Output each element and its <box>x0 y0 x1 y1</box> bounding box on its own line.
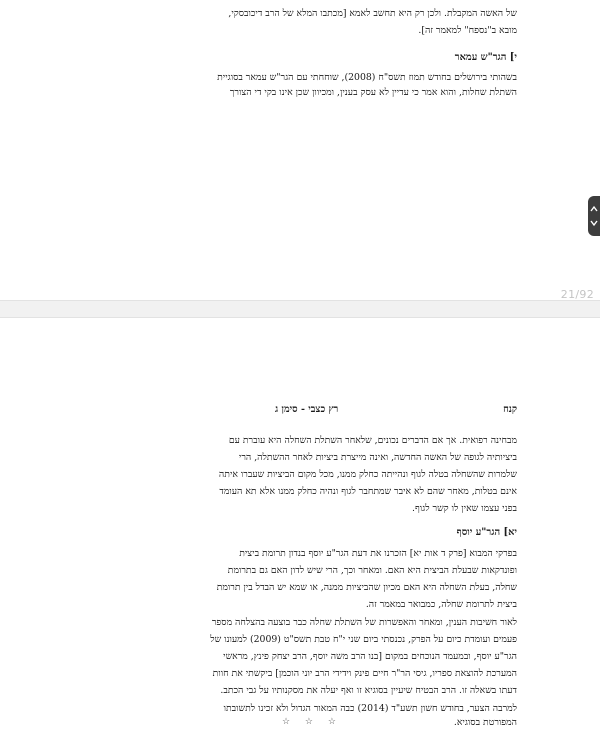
text-line: שלמרות שהשחלה בטלה לגוף ונהייתה כחלק ממנו, מכל מקום הביציות שעברו איתה <box>218 469 517 480</box>
chevron-down-icon <box>590 219 598 227</box>
section-heading: י] הגר"ש עמאר <box>454 52 517 63</box>
page-counter: 21/92 <box>560 288 594 301</box>
text-line: מובא ב"נספח" למאמר זה]. <box>418 25 517 36</box>
text-line: בפני עצמו שאין לו קשר לגוף. <box>412 503 517 514</box>
text-line: המערכת להוצאת ספריו, גיסי הר"ר חיים פינק וידידי הרב יוני הוכמן] ביקשתי את חוות <box>212 668 517 679</box>
running-title: רץ כצבי - סימן ג <box>275 404 339 415</box>
document-page-previous <box>0 0 600 300</box>
section-separator: ☆ ☆ ☆ <box>282 717 342 727</box>
page-number: קנח <box>503 404 517 415</box>
chevron-up-icon <box>590 205 598 213</box>
text-line: דעתו בשאלה זו. הרב הבטיח שיעיין בסוגיא זו ואף יעלה את מסקנותיו על גבי הכתב. <box>220 685 517 696</box>
text-line: ביציותיה לגופה של האשה החדשה, ואינה מייצרת ביציות לאחר ההשתלה, הרי <box>238 452 517 463</box>
section-heading: יא] הגר"ע יוסף <box>456 527 517 538</box>
text-line: לאור חשיבות הענין, ומאחר והאפשרות של השתלת שחלה כבר בוצעה בהצלחה מספר <box>211 617 517 628</box>
page-separator <box>0 300 600 318</box>
text-line: בשהותי בירושלים בחודש תמוז תשס"ח (2008), שוחחתי עם הגר"ש עמאר בסוגיית <box>217 72 517 83</box>
text-line: למרבה הצער, בחודש חשון תשע"ד (2014) כבה המאור הגדול ולא זכינו לתשובתו <box>223 703 517 714</box>
text-line: הגר"ע יוסף, ובמעמד הנוכחים במקום [בנו הרב משה יוסף, הרב יצחק פינץ, מראשי <box>223 651 517 662</box>
text-line: השתלת שחלות, והוא אמר כי עדיין לא עסק בענין, ומכיוון שכן אינו בקי די הצורך <box>229 87 517 98</box>
document-page-current <box>0 318 600 726</box>
text-line: של האשה המקבלת. ולכן רק היא תחשב לאמא [מכתבו המלא של הרב דיכובסקי, <box>228 8 517 19</box>
text-line: אינם בטלות, מאחר שהם לא איבר שמתחבר לגוף ונהיה כחלק ממנו אלא תא העומד <box>219 486 517 497</box>
text-line: המפורטת בסוגיא. <box>453 717 517 728</box>
text-line: מבחינה רפואית. אך אם הדברים נכונים, שלאחר השתלת השחלה היא עוברת עם <box>228 435 517 446</box>
text-line: פעמים ועומדת כיום על הפרק, נכנסתי ביום שני י"ח טבת תשס"ט (2009) למעונו של <box>210 634 517 645</box>
text-line: שחלה, בעלת השחלה היא האם מכיון שהביציות ממנה, או שמא יש הבדל בין תרומת <box>216 582 517 593</box>
scroll-handle[interactable] <box>588 196 600 236</box>
text-line: בפרקי המבוא [פרק ד אות יא] הזכרנו את דעת הגר"ע יוסף בנדון תרומת ביצית <box>239 548 517 559</box>
text-line: ביצית לתרומת שחלה, כמבואר במאמר זה. <box>365 599 517 610</box>
text-line: ופונדקאות שבעלת הביצית היא האם. ומאחר וכך, הרי שיש לדון האם גם בתרומת <box>227 565 517 576</box>
